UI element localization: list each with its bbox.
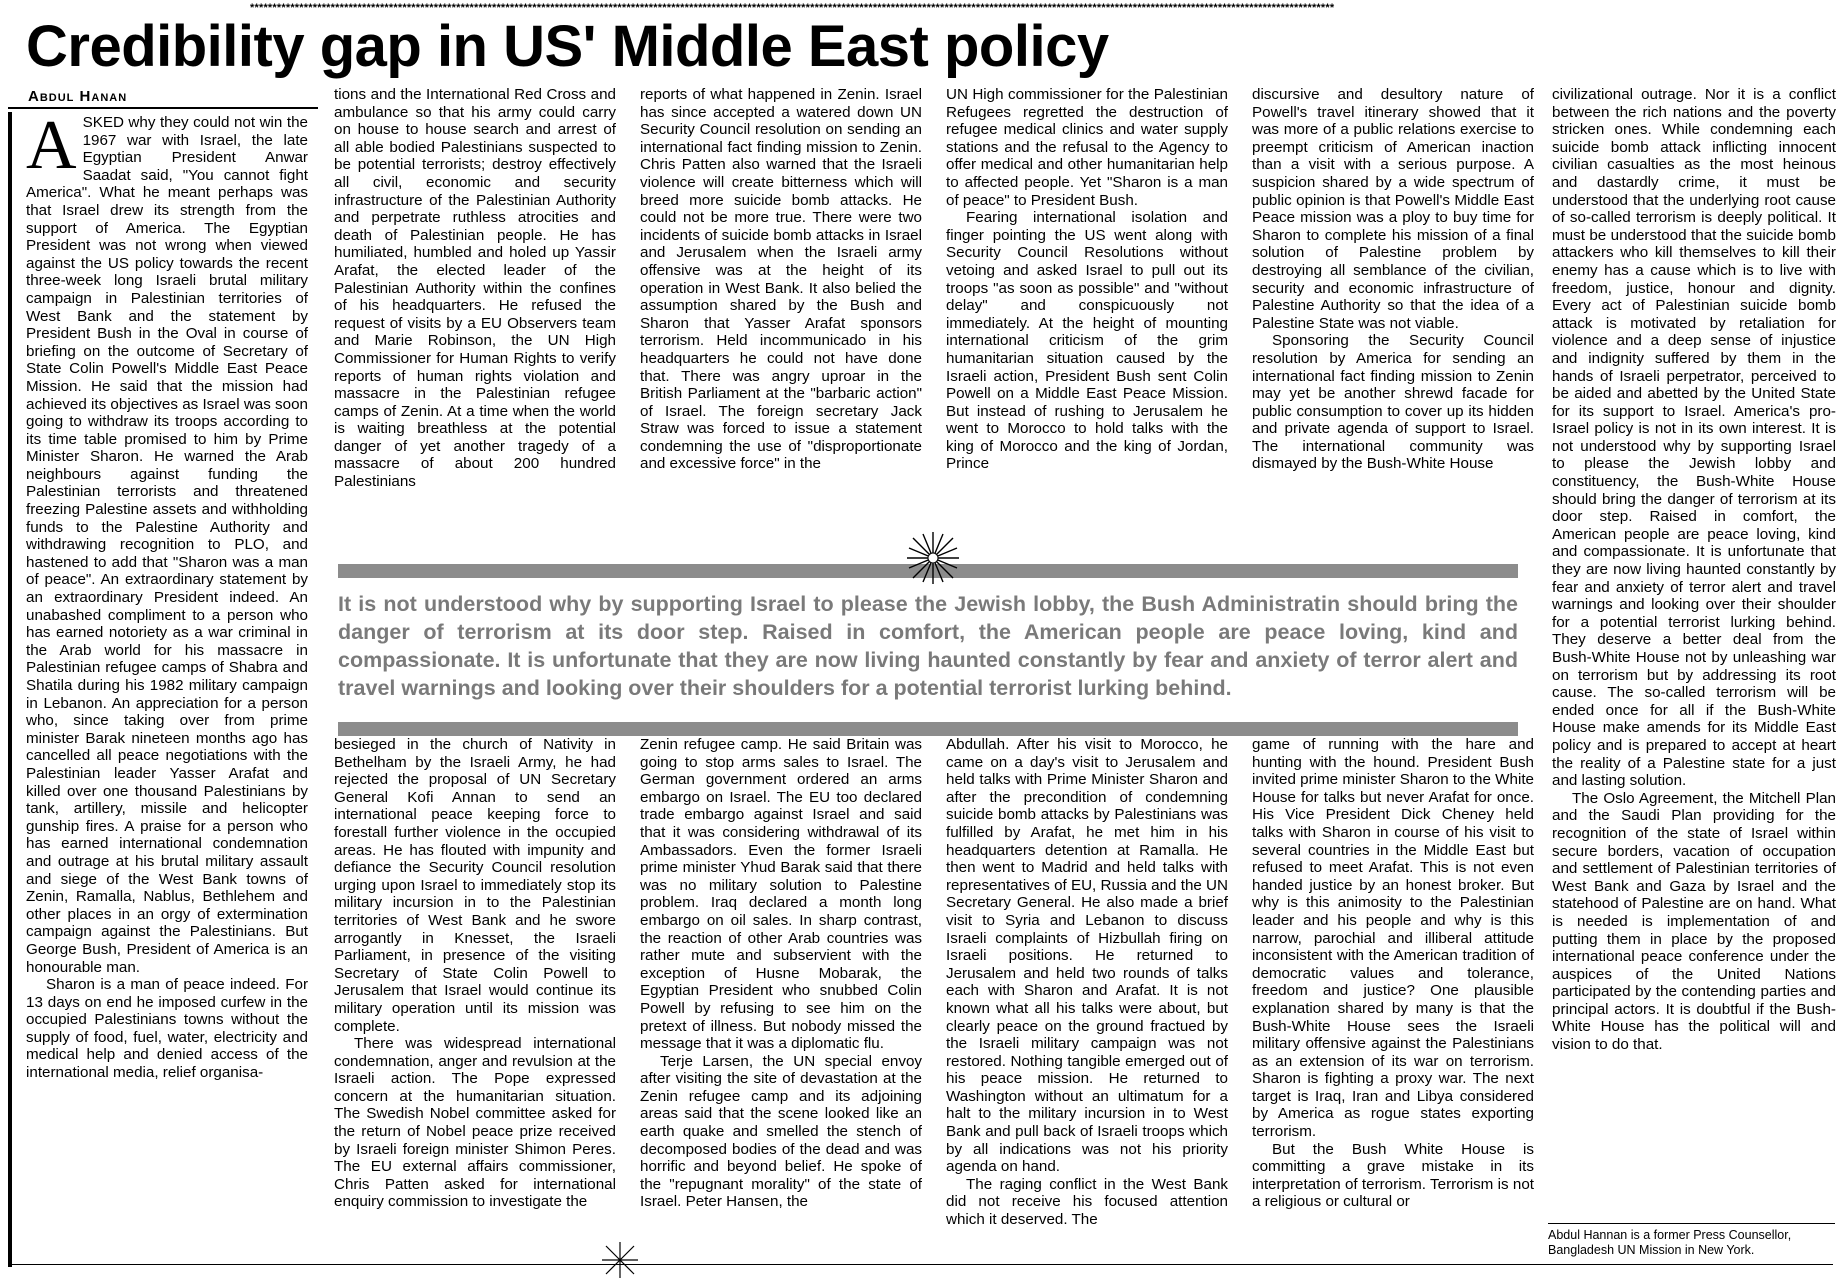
article-column-2-lower [334,736,616,1266]
decorative-star-border: ************************************************************************************************************************************************************************************************************************************************** [250,2,1335,14]
column-3-lower-paragraph-2: Terje Larsen, the UN special envoy after visiting the site of devastation at the Zenin refugee camp and its adjoining areas said that the scene looked like an earth quake and smelled the stench of decomposed bodies of the dead and was horrific and beyond belief. He spoke of the "repugnant morality" of the state of Israel. Peter Hansen, the [640,1052,922,1211]
article-column-5-upper [1252,86,1534,550]
column-2-lower-paragraph-1: besieged in the church of Nativity in Bethelham by the Israeli Army, he had rejected the proposal of UN Secretary General Kofi Annan to send an international peace keeping force to forestall further violence in the occupied areas. He has flouted with impunity and defiance the Security Council resolution urging upon Israel to immediately stop its military incursion in to the Palestinian territories of West Bank and he swore arrogantly in Knesset, the Israeli Parliament, in presence of the visiting Secretary of State Colin Powell to Jerusalem that Israel would continue its military operation until its mission was complete. [334,736,616,1035]
bottom-rule [8,1264,1833,1265]
starburst-bottom-icon [600,1240,640,1280]
article-column-5-lower [1252,736,1534,1266]
article-column-4-lower [946,736,1228,1266]
article-column-3-upper [640,86,922,534]
column-6-paragraph-1: civilizational outrage. Nor it is a conflict between the rich nations and the poverty stricken ones. While condemning each suicide bomb attack inflicting innocent civilian casualties as the most heinous and dastardly crime, it must be understood that the underlying root cause of so-called terrorism is deeply political. It must be understood that the suicide bomb attackers who kill themselves to kill their enemy has a cause which is to live with freedom, justice, honour and dignity. Every act of Palestinian suicide bomb attack is motivated by retaliation for violence and a deep sense of injustice and indignity suffered by them in the hands of Israeli perpetrator, perceived to be aided and abetted by the United State for its support to Israel. America's pro-Israel policy is not in its own interest. It is not understood why by supporting Israel to please the Jewish lobby and constituency, the Bush-White House should bring the danger of terrorism at its door step. Raised in comfort, the American people are peace loving, kind and compassionate. It is unfortunate that they are now living haunted constantly by fear and anxiety of terror alert and travel warnings and looking over their shoulder for a potential terrorist lurking behind. They deserve a better deal from the Bush-White House not by unleashing war on terrorism but by addressing its root cause. The so-called terrorism will be ended once for all if the Bush-White House make amends for its Middle East policy and is prepared to accept at heart the reality of a Palestine state for a just and lasting solution. [1552,86,1836,790]
bio-rule [1548,1223,1835,1224]
column-4-upper-paragraph-1: UN High commissioner for the Palestinian Refugees regretted the destruction of refugee medical clinics and water supply stations and the refusal to the Agency to offer medical and other humanitarian help to affected people. Yet "Sharon is a man of peace" to President Bush. [946,86,1228,209]
author-bio: Abdul Hannan is a former Press Counsellor, Bangladesh UN Mission in New York. [1548,1228,1792,1257]
starburst-icon [905,530,961,586]
byline-rule [8,107,318,109]
article-column-1 [26,114,308,1266]
column-1-paragraph-1: SKED why they could not win the 1967 war with Israel, the late Egyptian President Anwar Saadat said, "You cannot fight America". What he meant perhaps was that Israel drew its strength from the support of America. The Egyptian President was not wrong when viewed against the US policy towards the recent three-week long Israeli brutal military campaign in Palestinian territories of West Bank and the statement by President Bush in the Oval in course of briefing on the outcome of Secretary of State Colin Powell's Middle East Peace Mission. He said that the mission had achieved its objectives as Israel was soon going to withdraw its troops according to its time table promised to him by Prime Minister Sharon. He warned the Arab neighbours against funding the Palestinian terrorists and threatened freezing Palestine assets and withholding funds to the Palestine Authority and withdrawing recognition to PLO, and hastened to add that "Sharon was a man of peace". An extraordinary statement by an extraordinary President indeed. An unabashed compliment to a person who has earned notoriety as a war criminal in the Arab world for his massacre in Palestinian refugee camps of Shabra and Shatila during his 1982 military campaign in Lebanon. An appreciation for a person who, since taking over from prime minister Barak nineteen months ago has cancelled all peace negotiations with the Palestinian leader Yasser Arafat and killed over one thousand Palestinians by tank, artillery, missile and helicopter gunship fires. A praise for a person who has earned international condemnation and outrage at his brutal military assault and siege of the West Bank towns of Zenin, Ramalla, Nablus, Bethlehem and other places in an orgy of extermination campaign against the Palestinians. But George Bush, President of America is an honourable man. [26,114,308,976]
column-5-upper-paragraph-1: discursive and desultory nature of Powell's travel itinerary showed that it was more of a public relations exercise to preempt criticism of American inaction than a visit with a serious purpose. A suspicion shared by a wide spectrum of public opinion is that Powell's Middle East Peace mission was a ploy to buy time for Sharon to complete his mission of a final solution of Palestine problem by destroying all semblance of the civilian, security and economic infrastructure of Palestine Authority so that the idea of a Palestine State was not viable. [1252,86,1534,332]
column-4-upper-paragraph-2: Fearing international isolation and finger pointing the US went along with Security Council Resolutions without vetoing and asked Israel to pull out its troops "as soon as possible" and "without delay" and conspicuously not immediately. At the height of mounting international criticism of the grim humanitarian situation caused by the Israeli action, President Bush sent Colin Powell on a Middle East Peace Mission. But instead of rushing to Jerusalem he went to Morocco to hold talks with the king of Morocco and the king of Jordan, Prince [946,209,1228,473]
column-2-upper-text: tions and the International Red Cross and ambulance so that his army could carry on house to house search and arrest of all able bodied Palestinians suspected to be potential terrorists; destroy effectively all civil, economic and security infrastructure of the Palestinian Authority and perpetrate ruthless atrocities and death of Palestinian people. He has humiliated, humbled and holed up Yassir Arafat, the elected leader of the Palestinian Authority within the confines of his headquarters. He refused the request of visits by a EU Observers team and Marie Robinson, the UN High Commissioner for Human Rights to verify reports of human rights violation and massacre in the Palestinian refugee camps of Zenin. At a time when the world is waiting breathless at the potential danger of yet another tragedy of a massacre of about 200 hundred Palestinians [334,86,616,491]
article-column-4-upper [946,86,1228,534]
column-3-lower-paragraph-1: Zenin refugee camp. He said Britain was going to stop arms sales to Israel. The German government ordered an arms embargo on Israel. The EU too declared trade embargo against Israel and said that it was considering withdrawal of its Ambassadors. Even the former Israeli prime minister Yhud Barak said that there was no military solution to Palestine problem. Iraq declared a month long embargo on oil sales. In sharp contrast, the reaction of other Arab countries was rather mute and subservient with the exception of Husne Mobarak, the Egyptian President who snubbed Colin Powell by refusing to see him on the pretext of illness. But nobody missed the message that it was a diplomatic flu. [640,736,922,1053]
article-column-2-upper [334,86,616,534]
column-5-lower-paragraph-2: But the Bush White House is committing a grave mistake in its interpretation of terrorism. Terrorism is not a religious or cultural or [1252,1140,1534,1211]
column-1-paragraph-2: Sharon is a man of peace indeed. For 13 days on end he imposed curfew in the occupied Palestinians towns without the supply of food, fuel, water, electricity and medical help and denied access of the international media, relief organisa- [26,976,308,1082]
article-column-6 [1552,86,1836,1220]
pull-quote-text: It is not understood why by supporting Israel to please the Jewish lobby, the Bush Administratin should bring the danger of terrorism at its door step. Raised in comfort, the American people are peace loving, kind and compassionate. It is unfortunate that they are now living haunted constantly by fear and anxiety of terror alert and travel warnings and looking over their shoulders for a potential terrorist lurking behind. [338,592,1518,700]
column-4-lower-paragraph-2: The raging conflict in the West Bank did not receive his focused attention which it deserved. The [946,1175,1228,1229]
left-column-rule [8,112,12,1267]
article-column-3-lower [640,736,922,1266]
column-4-lower-paragraph-1: Abdullah. After his visit to Morocco, he came on a day's visit to Jerusalem and held talks with Prime Minister Sharon and after the precondition of condemning suicide bomb attacks by Palestinians was fulfilled by Arafat, he met him in his headquarters detention at Ramalla. He then went to Madrid and held talks with representatives of EU, Russia and the UN Secretary General. He also made a brief visit to Syria and Lebanon to discuss Israeli complaints of Hizbullah firing on Israeli positions. He returned to Jerusalem and held two rounds of talks each with Sharon and Arafat. It is not known what all his talks were about, but clearly peace on the ground fractued by the Israeli military campaign was not restored. Nothing tangible emerged out of his peace mission. He returned to Washington without an ultimatum for a halt to the military incursion in to West Bank and pull back of Israeli troops which by all indications was not his priority agenda on hand. [946,736,1228,1176]
column-3-upper-text: reports of what happened in Zenin. Israel has since accepted a watered down UN Security Council resolution on sending an international fact finding mission to Zenin. Chris Patten also warned that the Israeli violence will create bitterness which will breed more suicide bomb attacks. He could not be more true. There were two incidents of suicide bomb attacks in Israel and Jerusalem when the Israeli army offensive was at the height of its operation in West Bank. It also belied the assumption shared by the Bush and Sharon that Yasser Arafat sponsors terrorism. Held incommunicado in his headquarters he could not have done that. There was angry uproar in the British Parliament at the "barbaric action" of Israel. The foreign secretary Jack Straw was forced to issue a statement condemning the use of "disproportionate and excessive force" in the [640,86,922,473]
column-5-upper-paragraph-2: Sponsoring the Security Council resolution by America for sending an international fact finding mission to Zenin may yet be another shrewd facade for public consumption to cover up its hidden and private agenda of support to Israel. The international community was dismayed by the Bush-White House [1252,332,1534,473]
column-5-lower-paragraph-1: game of running with the hare and hunting with the hound. President Bush invited prime minister Sharon to the White House for talks but never Arafat for once. His Vice President Dick Cheney held talks with Sharon in course of his visit to several countries in the Middle East but refused to meet Arafat. This is not even handed justice by an honest broker. But why is this animosity to the Palestinian leader and his people and why is this narrow, parochial and illiberal attitude inconsistent with the American tradition of democratic values and tolerance, freedom and justice? One plausible explanation shared by many is that the Bush-White House sees the Israeli military offensive against the Palestinians as an extension of its war on terrorism. Sharon is fighting a proxy war. The next target is Iraq, Iran and Libya considered by America as rogue states exporting terrorism. [1252,736,1534,1141]
column-2-lower-paragraph-2: There was widespread international condemnation, anger and revulsion at the Israeli action. The Pope expressed concern at the humanitarian situation. The Swedish Nobel committee asked for the return of Nobel peace prize received by Israeli foreign minister Shimon Peres. The EU external affairs commissioner, Chris Patten asked for international enquiry commission to investigate the [334,1035,616,1211]
headline: Credibility gap in US' Middle East policy [26,14,1109,79]
byline: Abdul Hanan [28,88,128,105]
pull-quote-bottom-bar [338,722,1518,736]
column-6-paragraph-2: The Oslo Agreement, the Mitchell Plan and the Saudi Plan providing for the recognition of the state of Israel within secure borders, vacation of occupation and settlement of Palestinian territories of West Bank and Gaza by Israel and the statehood of Palestine are on hand. What is needed is implementation of and putting them in place by the proposed international peace conference under the auspices of the United Nations participated by the contending parties and principal actors. It is doubtful if the Bush-White House has the political will and vision to do that. [1552,789,1836,1054]
drop-cap: A [26,114,77,184]
